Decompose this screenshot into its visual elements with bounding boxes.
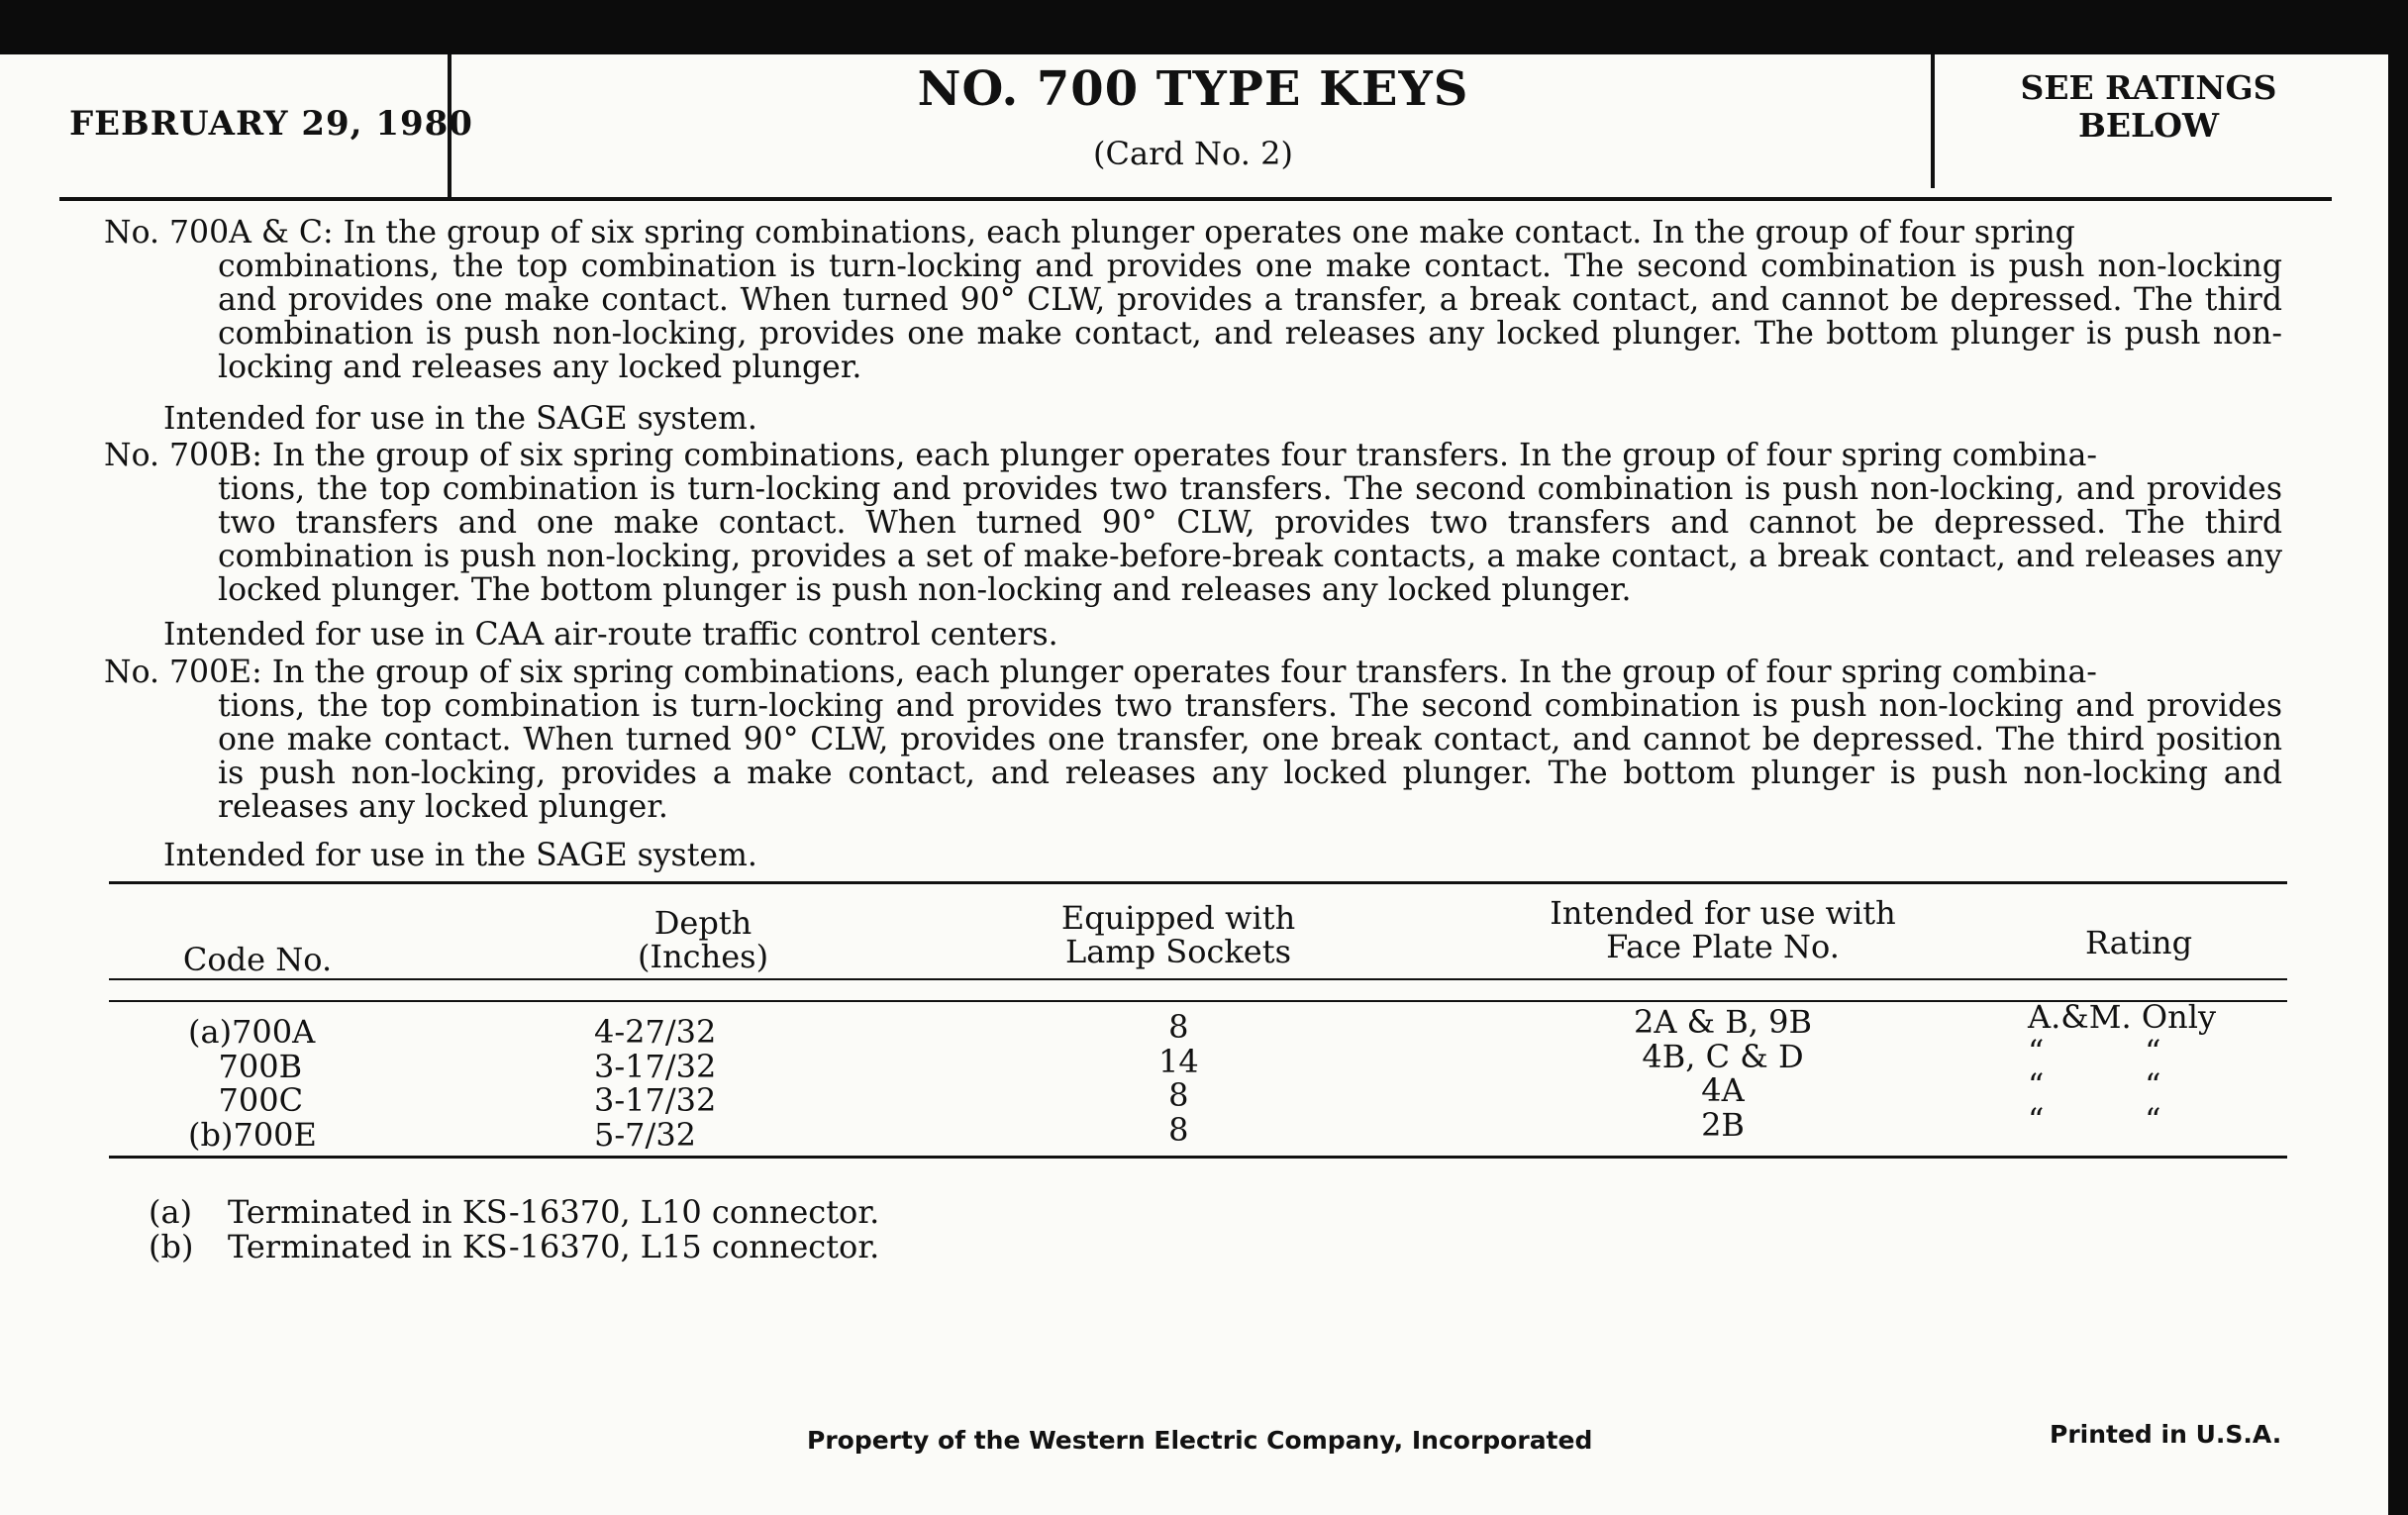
scan-border-top — [0, 0, 2408, 54]
description-700e — [104, 656, 2282, 824]
card-subtitle: (Card No. 2) — [1093, 135, 1293, 172]
column-code-no: (a)700A 700B 700C (b)700E — [188, 1013, 317, 1154]
scan-border-right — [2388, 0, 2408, 1515]
header-code-no: Code No. — [182, 941, 333, 978]
header-divider-right — [1931, 54, 1935, 188]
header-face-plate-line-2: Face Plate No. — [1606, 928, 1840, 965]
footnote-label: (b) — [149, 1228, 194, 1265]
header-lamp-line-2: Lamp Sockets — [1064, 933, 1292, 970]
column-rating: A.&M. Only “ “ “ “ “ “ — [2028, 998, 2217, 1139]
card-date: FEBRUARY 29, 1980 — [69, 104, 473, 144]
column-lamp-sockets: 8 14 8 8 — [1158, 1008, 1199, 1149]
table-top-rule — [109, 881, 2287, 884]
footnote-text: Terminated in KS-16370, L10 connector. — [228, 1193, 880, 1231]
header-rule — [59, 197, 2332, 201]
header-face-plate — [1485, 896, 1960, 963]
description-700b — [104, 439, 2282, 607]
table-body-rule — [109, 1000, 2287, 1002]
intended-use-700b: Intended for use in CAA air-route traffic control centers. — [163, 617, 1058, 653]
card-title: NO. 700 TYPE KEYS — [917, 61, 1469, 117]
table-header-rule — [109, 978, 2287, 980]
column-depth: 4-27/32 3-17/32 3-17/32 5-7/32 — [594, 1013, 717, 1154]
paragraph-first-line: No. 700B: In the group of six spring combinations, each plunger operates four transfers. In the group of four spring combina- — [104, 438, 2098, 473]
paragraph-first-line: No. 700E: In the group of six spring combinations, each plunger operates four transfers. In the group of four spring combina- — [104, 655, 2097, 690]
ratings-line-1: SEE RATINGS — [2020, 68, 2277, 107]
column-face-plate: 2A & B, 9B 4B, C & D 4A 2B — [1633, 1003, 1813, 1144]
ratings-line-2: BELOW — [2077, 106, 2220, 145]
table-bottom-rule — [109, 1156, 2287, 1159]
header-face-plate-line-1: Intended for use with — [1550, 894, 1896, 932]
paragraph-body: tions, the top combination is turn-locking and provides two transfers. The second combination is push non-locking and provides one make contact. When turned 90° CLW, provides one transfer, one break contact, and cannot be depressed. The third position is push non-locking, provides a make contact, and releases any locked plunger. The bottom plunger is push non-locking and releases any locked plunger. — [218, 688, 2282, 825]
paragraph-body: combinations, the top combination is turn-locking and provides one make contact. The second combination is push non-locking and provides one make contact. When turned 90° CLW, provides a transfer, a break contact, and cannot be depressed. The third combination is push non-locking, provides one make contact, and releases any locked plunger. The bottom plunger is push non-locking and releases any locked plunger. — [218, 249, 2282, 385]
header-lamp-line-1: Equipped with — [1060, 899, 1296, 937]
description-700a-c — [104, 216, 2282, 384]
intended-use-700e: Intended for use in the SAGE system. — [163, 838, 757, 873]
header-rating: Rating — [2084, 924, 2193, 961]
footnote-a — [149, 1193, 879, 1231]
intended-use-700a-c: Intended for use in the SAGE system. — [163, 401, 757, 437]
header-depth — [554, 906, 852, 973]
footnote-b — [149, 1228, 879, 1265]
footnote-text: Terminated in KS-16370, L15 connector. — [228, 1228, 880, 1265]
printed-in: Printed in U.S.A. — [2050, 1420, 2282, 1449]
header-lamp-sockets — [1020, 901, 1337, 968]
header-depth-line-2: (Inches) — [637, 938, 769, 975]
paragraph-first-line: No. 700A & C: In the group of six spring combinations, each plunger operates one make contact. In the group of four spring — [104, 215, 2075, 251]
paragraph-body: tions, the top combination is turn-locking and provides two transfers. The second combination is push non-locking, and provides two transfers and one make contact. When turned 90° CLW, provides two transfers and cannot be depressed. The third combination is push non-locking, provides a set of make-before-break contacts, a make contact, a break contact, and releases any locked plunger. The bottom plunger is push non-locking and releases any locked plunger. — [218, 471, 2282, 608]
footnote-label: (a) — [149, 1193, 193, 1231]
header-depth-line-1: Depth — [653, 904, 752, 942]
ratings-note — [1951, 69, 2347, 145]
property-notice: Property of the Western Electric Company, Incorporated — [807, 1426, 1593, 1455]
